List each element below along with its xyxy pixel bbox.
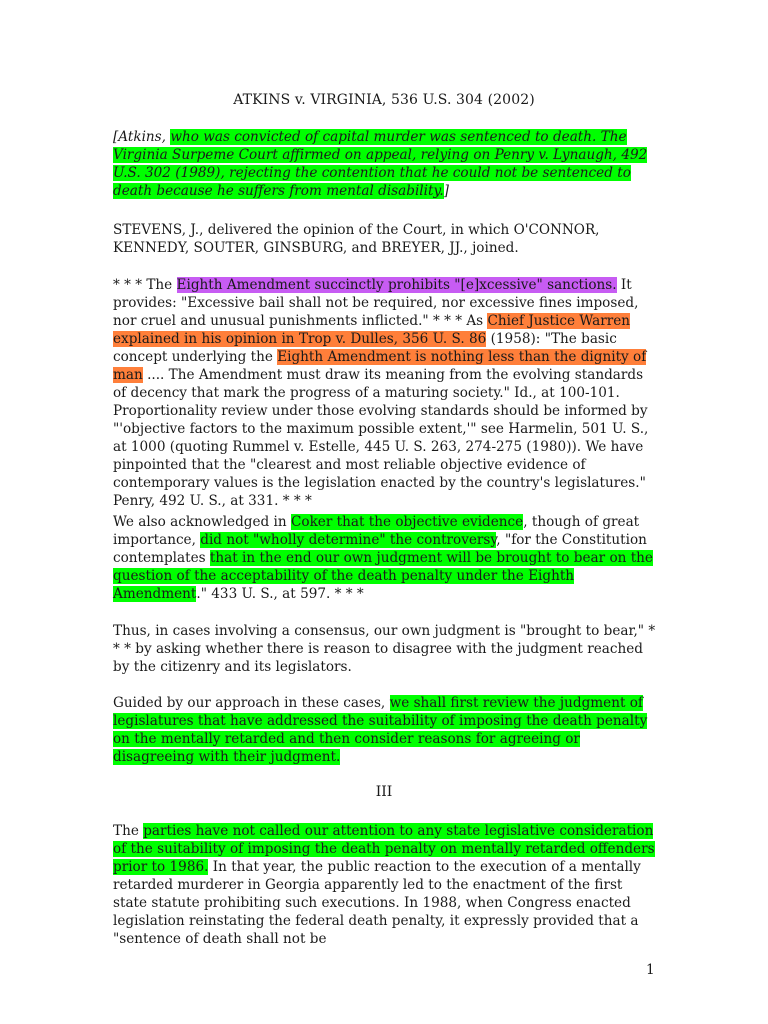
highlight-green: Coker that the objective evidence <box>290 514 524 530</box>
text-run: Guided by our approach in these cases, <box>113 695 390 711</box>
summary-highlight: who was convicted of capital murder was sentenced to death. The Virginia Surpeme Court affirmed on appeal, relying on Penry v. Lynaugh, 492 U.S. 302 (1989), rejecting the contention that he could not be sentenced to death because he suffers from mental disability. <box>113 129 648 199</box>
text-run: .... The Amendment must draw its meaning from the evolving standards of decency that mark the progress of a maturing society." Id., at 100-101. Proportionality review under those evolving standards should be informed by "'objective factors to the maximum possible extent,'" see Harmelin, 501 U. S., at 1000 (quoting Rummel v. Estelle, 445 U. S. 263, 274-275 (1980)). We have pinpointed that the "clearest and most reliable objective evidence of contemporary values is the legislation enacted by the country's legislatures." Penry, 492 U. S., at 331. * * * <box>113 367 649 509</box>
text-run: , though of great importance, <box>113 514 640 548</box>
text-run: (1958): "The basic concept underlying the <box>113 331 617 365</box>
consensus-paragraph: Thus, in cases involving a consensus, our own judgment is "brought to bear," * * * by asking whether there is reason to disagree with the judgment reached by the citizenry and its legislators. <box>113 623 656 675</box>
legislative-history-paragraph <box>113 822 658 948</box>
section-heading: III <box>375 784 393 800</box>
highlight-green: that in the end our own judgment will be brought to bear on the question of the acceptability of the death penalty under the Eighth Amendment <box>113 550 653 602</box>
summary-bracket-open: [Atkins, <box>113 129 171 145</box>
text-run: In that year, the public reaction to the execution of a mentally retarded murderer in Georgia apparently led to the enactment of the first state statute prohibiting such executions. In 1988, when Congress enacted legislation reinstating the federal death penalty, it expressly provided that a "sentence of death shall not be <box>113 859 641 947</box>
highlight-orange: Chief Justice Warren explained in his opinion in Trop v. Dulles, 356 U. S. 86 <box>113 313 630 347</box>
highlight-green: did not "wholly determine" the controversy <box>200 532 497 548</box>
text-run: It provides: "Excessive bail shall not be required, nor excessive fines imposed, nor cruel and unusual punishments inflicted." * * * As <box>113 277 639 329</box>
summary-bracket-close: ] <box>443 183 449 199</box>
highlight-purple: Eighth Amendment succinctly prohibits "[e]xcessive" sanctions. <box>176 277 617 293</box>
approach-paragraph <box>113 694 658 766</box>
text-run: ." 433 U. S., at 597. * * * <box>196 586 364 602</box>
coker-paragraph <box>113 513 658 603</box>
highlight-green: we shall first review the judgment of legislatures that have addressed the suitability of imposing the death penalty on the mentally retarded and then consider reasons for agreeing or disagreeing with their judgment. <box>113 695 648 765</box>
text-run: We also acknowledged in <box>113 514 291 530</box>
case-summary <box>113 128 658 200</box>
text-run: The <box>113 823 144 839</box>
text-run: , "for the Constitution contemplates <box>113 532 647 566</box>
case-title: ATKINS v. VIRGINIA, 536 U.S. 304 (2002) <box>233 92 535 108</box>
highlight-green: parties have not called our attention to any state legislative consideration of the suitability of imposing the death penalty on mentally retarded offenders prior to 1986. <box>113 823 655 875</box>
opinion-author-paragraph: STEVENS, J., delivered the opinion of the Court, in which O'CONNOR, KENNEDY, SOUTER, GINSBURG, and BREYER, JJ., joined. <box>113 222 600 256</box>
highlight-orange: Eighth Amendment is nothing less than the dignity of man <box>113 349 647 383</box>
page-number: 1 <box>646 962 655 978</box>
eighth-amendment-paragraph <box>113 276 658 510</box>
text-run: * * * The <box>113 277 177 293</box>
